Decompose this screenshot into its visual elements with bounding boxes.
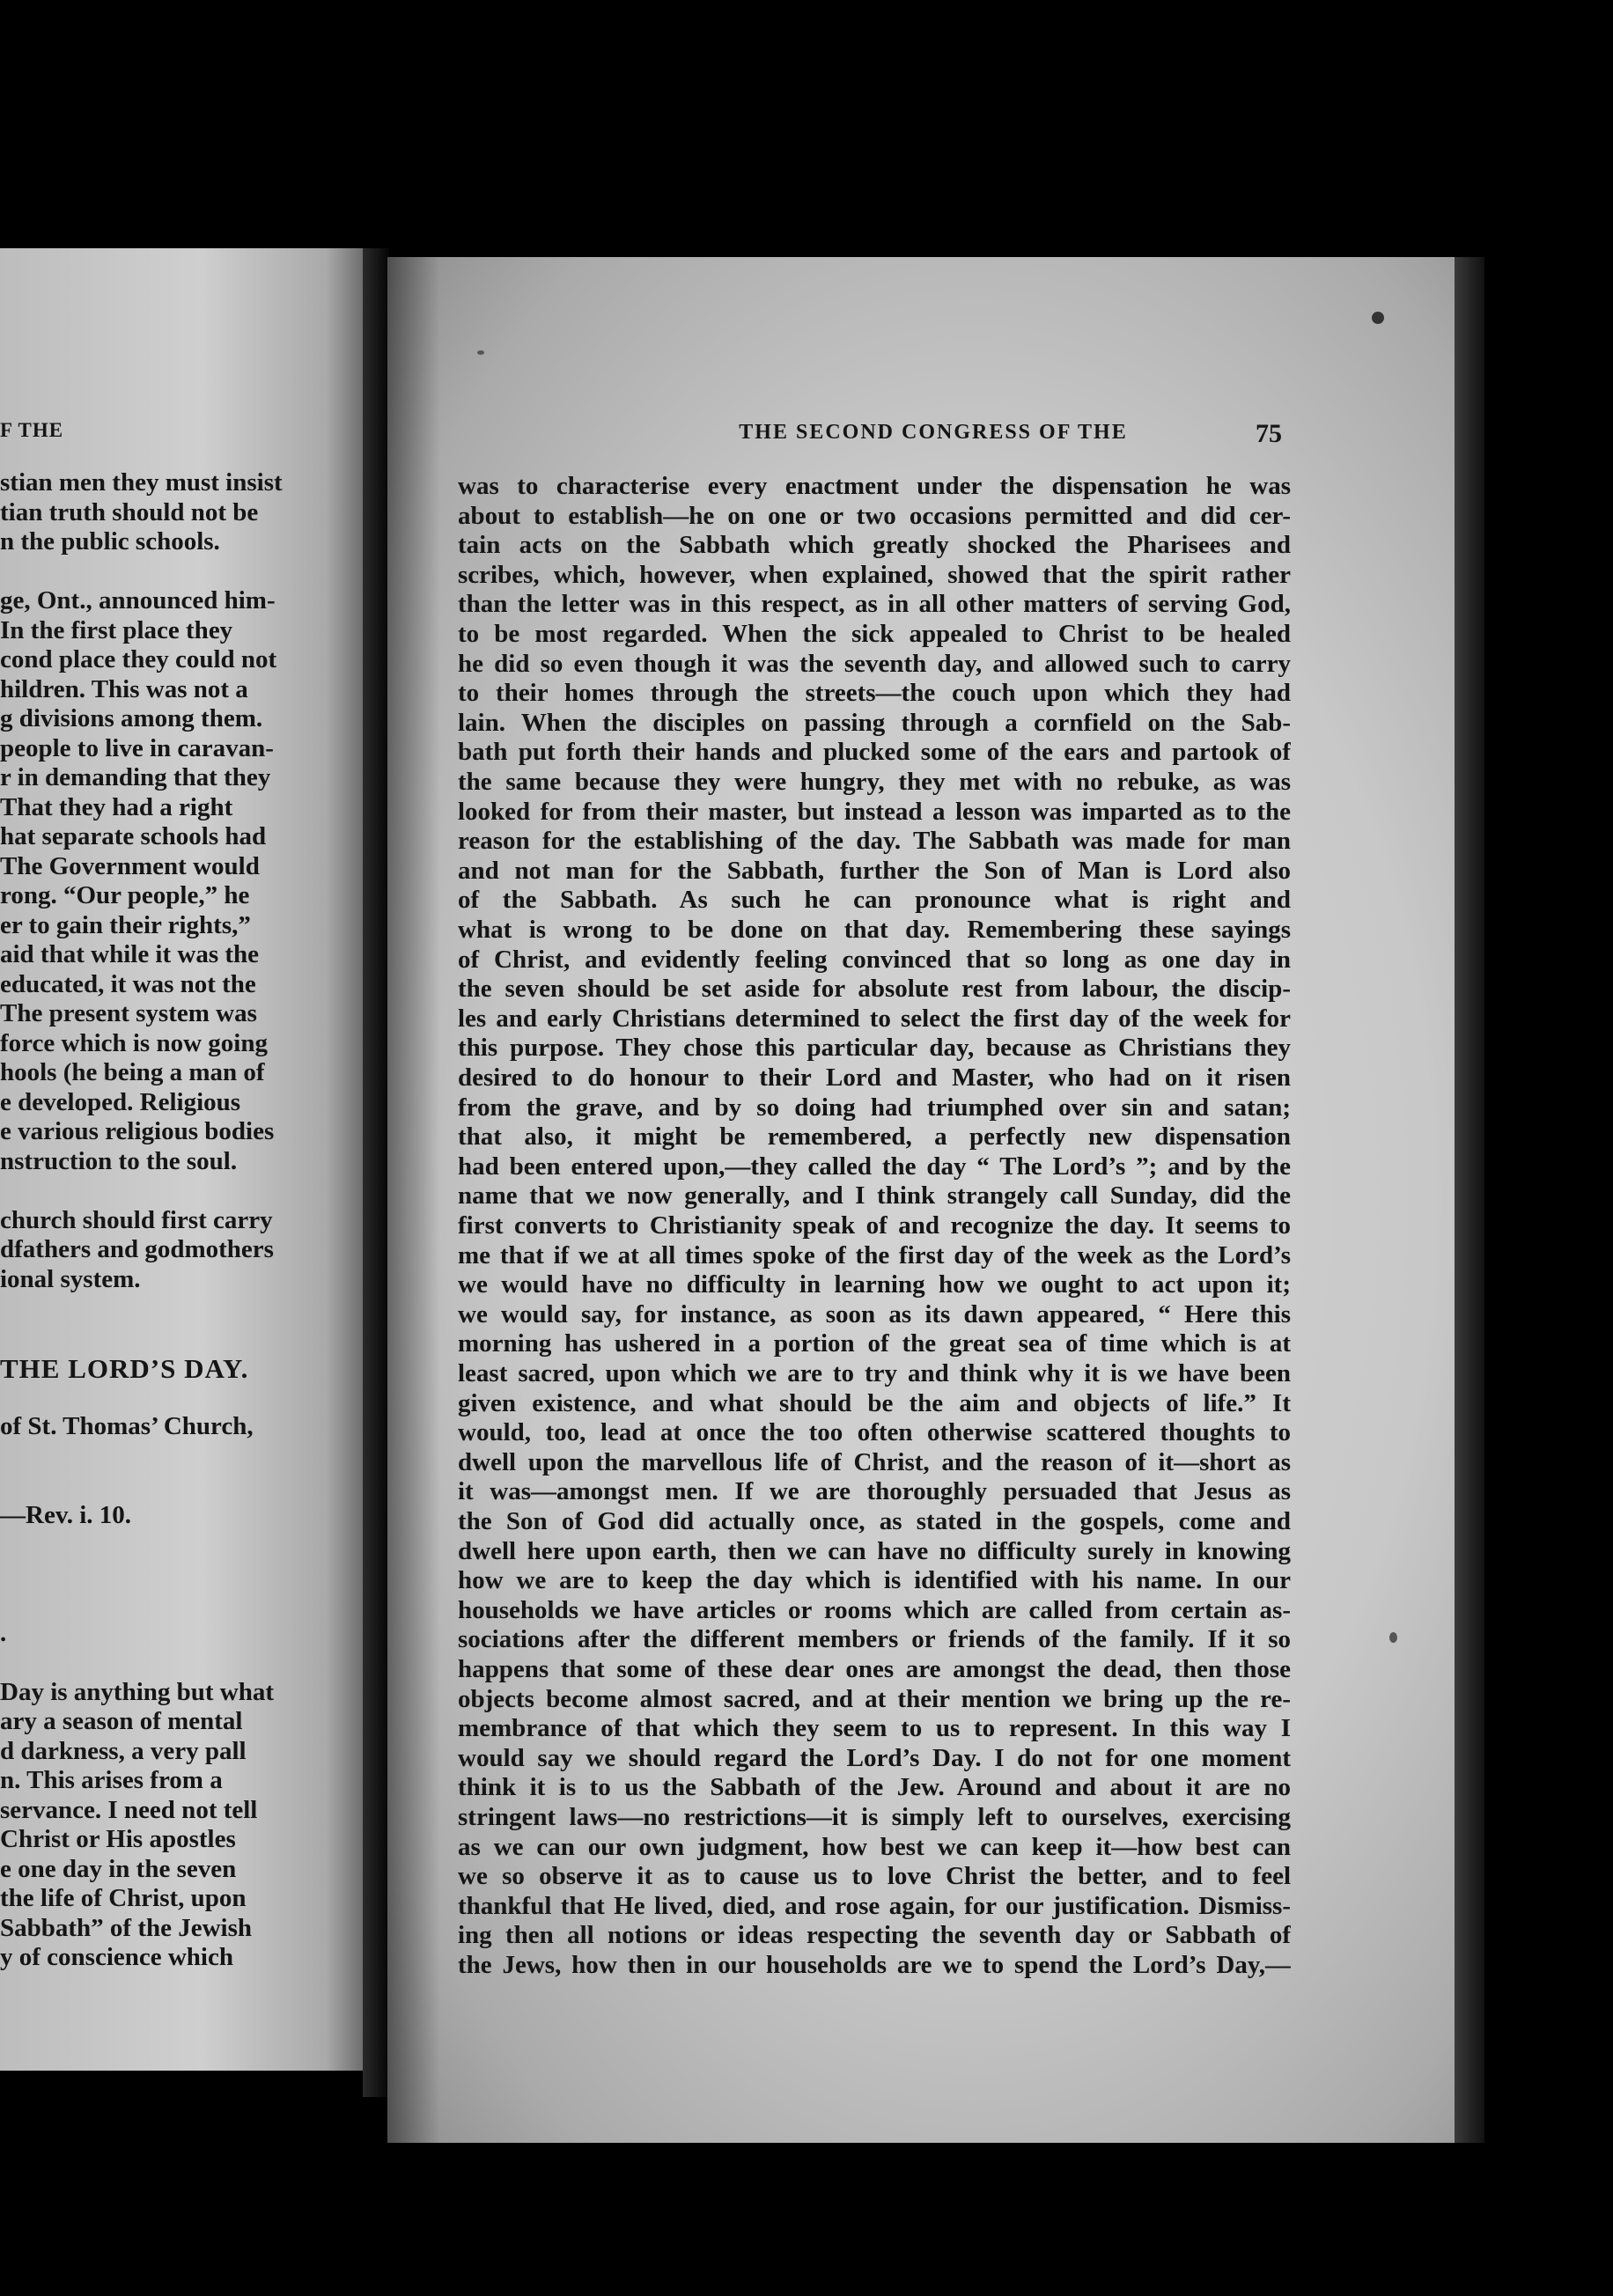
left-page-line: church should first carry: [0, 1206, 273, 1234]
left-page-line: e various religious bodies: [0, 1117, 275, 1145]
left-page-line: g divisions among them.: [0, 704, 263, 732]
body-line: me that if we at all times spoke of the first day of the week as the Lord’s: [458, 1241, 1291, 1269]
left-page-line: cond place they could not: [0, 645, 277, 673]
body-line: how we are to keep the day which is identified with his name. In our: [458, 1566, 1291, 1594]
body-line: think it is to us the Sabbath of the Jew. Around and about it are no: [458, 1773, 1291, 1801]
body-line: and not man for the Sabbath, further the Son of Man is Lord also: [458, 857, 1291, 885]
left-page-line: hildren. This was not a: [0, 675, 248, 703]
body-line: was to characterise every enactment under the dispensation he was: [458, 472, 1291, 500]
left-page-line: of St. Thomas’ Church,: [0, 1412, 254, 1440]
body-line: sociations after the different members or friends of the family. If it so: [458, 1625, 1291, 1653]
body-line: would say we should regard the Lord’s Day. I do not for one moment: [458, 1744, 1291, 1772]
scan-speck: [1372, 312, 1384, 324]
body-line: as we can our own judgment, how best we can keep it—how best can: [458, 1833, 1291, 1861]
left-page-line: educated, it was not the: [0, 970, 256, 998]
body-line: lain. When the disciples on passing through a cornfield on the Sab-: [458, 709, 1291, 737]
left-page-line: y of conscience which: [0, 1943, 233, 1971]
body-line: that also, it might be remembered, a perfectly new dispensation: [458, 1122, 1291, 1151]
left-page-line: d darkness, a very pall: [0, 1737, 247, 1765]
body-line: given existence, and what should be the aim and objects of life.” It: [458, 1389, 1291, 1417]
left-page-line: Sabbath” of the Jewish: [0, 1914, 253, 1942]
body-line: stringent laws—no restrictions—it is simply left to ourselves, exercising: [458, 1803, 1291, 1831]
body-line: of Christ, and evidently feeling convinced that so long as one day in: [458, 946, 1291, 974]
body-line: reason for the establishing of the day. The Sabbath was made for man: [458, 827, 1291, 855]
body-line: he did so even though it was the seventh day, and allowed such to carry: [458, 650, 1291, 678]
left-page-line: stian men they must insist: [0, 468, 283, 497]
running-header: THE SECOND CONGRESS OF THE: [739, 421, 1128, 444]
left-page-line: hools (he being a man of: [0, 1058, 265, 1086]
body-line: to be most regarded. When the sick appealed to Christ to be healed: [458, 620, 1291, 648]
left-page-line: e developed. Religious: [0, 1088, 241, 1116]
body-line: households we have articles or rooms which are called from certain as-: [458, 1596, 1291, 1624]
body-line: dwell upon the marvellous life of Christ, and the reason of it—short as: [458, 1448, 1291, 1476]
left-page-line: n the public schools.: [0, 527, 220, 556]
left-page-line: ge, Ont., announced him-: [0, 586, 276, 614]
body-line: looked for from their master, but instead a lesson was imparted as to the: [458, 798, 1291, 826]
body-line: had been entered upon,—they called the day “ The Lord’s ”; and by the: [458, 1152, 1291, 1181]
left-page-line: nstruction to the soul.: [0, 1147, 238, 1175]
left-page-running-header: F THE: [0, 419, 64, 441]
body-line: the seven should be set aside for absolute rest from labour, the discip-: [458, 975, 1291, 1003]
left-page-line: .: [0, 1619, 7, 1647]
gutter-shadow: [387, 257, 440, 2143]
body-line: what is wrong to be done on that day. Remembering these sayings: [458, 916, 1291, 944]
left-page-line: r in demanding that they: [0, 763, 271, 791]
body-line: we so observe it as to cause us to love Christ the better, and to feel: [458, 1862, 1291, 1890]
left-page-line: rong. “Our people,” he: [0, 881, 250, 909]
body-line: the Jews, how then in our households are we to spend the Lord’s Day,—: [458, 1951, 1291, 1979]
body-line: would, too, lead at once the too often otherwise scattered thoughts to: [458, 1418, 1291, 1446]
scan-speck: [1389, 1632, 1397, 1643]
left-page-line: the life of Christ, upon: [0, 1884, 247, 1912]
body-line: bath put forth their hands and plucked some of the ears and partook of: [458, 738, 1291, 766]
body-line: name that we now generally, and I think strangely call Sunday, did the: [458, 1181, 1291, 1210]
body-line: it was—amongst men. If we are thoroughly persuaded that Jesus as: [458, 1477, 1291, 1505]
body-line: to their homes through the streets—the couch upon which they had: [458, 679, 1291, 707]
left-page-line: That they had a right: [0, 793, 233, 821]
left-page-line: hat separate schools had: [0, 822, 267, 850]
left-page: [0, 248, 363, 2071]
body-line: les and early Christians determined to select the first day of the week for: [458, 1004, 1291, 1033]
body-line: morning has ushered in a portion of the great sea of time which is at: [458, 1329, 1291, 1358]
body-line: about to establish—he on one or two occasions permitted and did cer-: [458, 502, 1291, 530]
body-line: dwell here upon earth, then we can have no difficulty surely in knowing: [458, 1537, 1291, 1565]
body-line: membrance of that which they seem to us to represent. In this way I: [458, 1714, 1291, 1742]
scan-speck: [477, 350, 484, 355]
left-page-line: THE LORD’S DAY.: [0, 1353, 249, 1384]
body-line: we would have no difficulty in learning how we ought to act upon it;: [458, 1270, 1291, 1299]
left-page-line: ary a season of mental: [0, 1707, 243, 1735]
left-page-line: e one day in the seven: [0, 1855, 237, 1883]
left-page-line: —Rev. i. 10.: [0, 1501, 132, 1529]
body-line: the Son of God did actually once, as stated in the gospels, come and: [458, 1507, 1291, 1535]
right-page: [387, 257, 1455, 2143]
body-line: we would say, for instance, as soon as its dawn appeared, “ Here this: [458, 1300, 1291, 1328]
body-line: of the Sabbath. As such he can pronounce what is right and: [458, 886, 1291, 914]
left-page-line: In the first place they: [0, 616, 233, 644]
left-page-line: Day is anything but what: [0, 1678, 275, 1706]
body-line: least sacred, upon which we are to try and think why it is we have been: [458, 1359, 1291, 1387]
body-line: tain acts on the Sabbath which greatly shocked the Pharisees and: [458, 531, 1291, 559]
body-line: happens that some of these dear ones are amongst the dead, then those: [458, 1655, 1291, 1683]
left-page-line: people to live in caravan-: [0, 734, 274, 762]
left-page-line: n. This arises from a: [0, 1766, 223, 1794]
body-line: the same because they were hungry, they met with no rebuke, as was: [458, 768, 1291, 796]
page-number: 75: [1256, 419, 1282, 448]
left-page-line: tian truth should not be: [0, 498, 259, 526]
page-edge: [1455, 257, 1484, 2143]
body-line: scribes, which, however, when explained, showed that the spirit rather: [458, 561, 1291, 589]
body-line: thankful that He lived, died, and rose again, for our justification. Dismiss-: [458, 1892, 1291, 1920]
left-page-line: force which is now going: [0, 1029, 268, 1057]
left-page-line: The Government would: [0, 852, 260, 880]
left-page-line: dfathers and godmothers: [0, 1235, 274, 1263]
body-line: ing then all notions or ideas respecting the seventh day or Sabbath of: [458, 1921, 1291, 1949]
book-gutter: [363, 248, 389, 2097]
left-page-line: Christ or His apostles: [0, 1825, 236, 1853]
body-line: from the grave, and by so doing had triumphed over sin and satan;: [458, 1093, 1291, 1122]
left-page-line: er to gain their rights,”: [0, 911, 251, 939]
body-line: desired to do honour to their Lord and Master, who had on it risen: [458, 1063, 1291, 1092]
left-page-line: servance. I need not tell: [0, 1796, 258, 1824]
left-page-line: ional system.: [0, 1265, 141, 1293]
left-page-line: The present system was: [0, 999, 257, 1027]
body-line: first converts to Christianity speak of and recognize the day. It seems to: [458, 1211, 1291, 1240]
body-line: than the letter was in this respect, as in all other matters of serving God,: [458, 590, 1291, 618]
body-line: this purpose. They chose this particular day, because as Christians they: [458, 1034, 1291, 1062]
body-line: objects become almost sacred, and at their mention we bring up the re-: [458, 1685, 1291, 1713]
left-page-line: aid that while it was the: [0, 940, 260, 968]
